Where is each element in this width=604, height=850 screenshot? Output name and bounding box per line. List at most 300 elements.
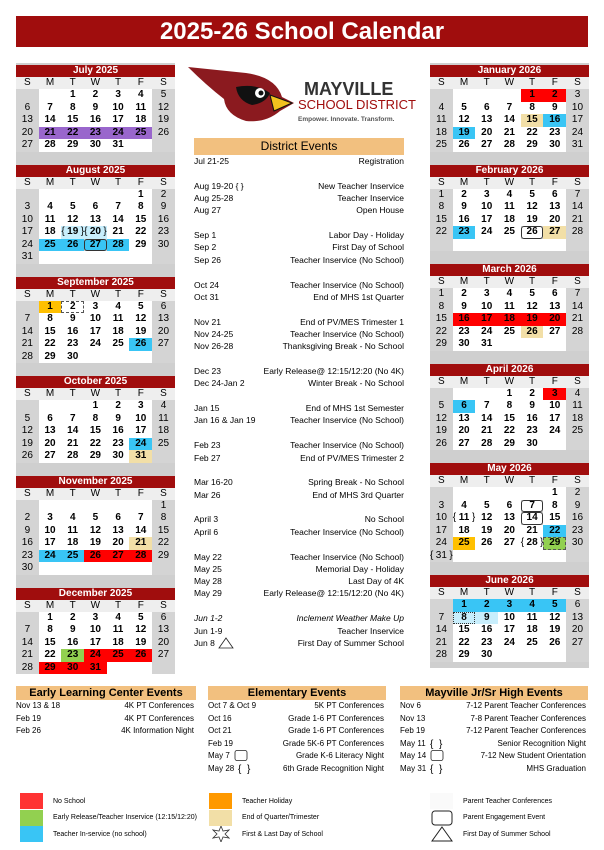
- weekday-header: W: [84, 388, 107, 400]
- day-cell: 2: [152, 189, 175, 202]
- month-title: March 2026: [430, 264, 589, 276]
- day-cell: 14: [566, 201, 589, 214]
- highschool-events: [400, 686, 588, 775]
- day-cell: 1: [39, 301, 62, 314]
- day-cell: 31: [566, 139, 589, 152]
- day-cell: 14: [566, 301, 589, 314]
- month-title: July 2025: [16, 65, 175, 77]
- swatch-green: [20, 810, 43, 826]
- legend-no-school: [20, 793, 197, 810]
- event-label: Thanksgiving Break - No School: [282, 341, 404, 352]
- day-cell: 28: [16, 351, 39, 364]
- empty-cell: [129, 251, 152, 264]
- day-cell: 1: [543, 487, 566, 500]
- empty-cell: [129, 500, 152, 513]
- event-date: Mar 26: [194, 489, 221, 500]
- weekday-header: F: [543, 77, 566, 89]
- month-calendar: [430, 65, 589, 152]
- day-cell: 8: [543, 500, 566, 513]
- day-cell: 11: [39, 214, 62, 227]
- weekday-header: F: [129, 77, 152, 89]
- elementary-events: [208, 686, 386, 775]
- weekday-header: S: [430, 475, 453, 487]
- day-cell: 2: [475, 599, 498, 612]
- weekday-header: T: [475, 77, 498, 89]
- day-cell: 21: [498, 127, 521, 140]
- day-cell: 5: [152, 89, 175, 102]
- day-cell: 29: [521, 139, 544, 152]
- day-cell: 2: [453, 189, 476, 202]
- day-cell: 16: [521, 413, 544, 426]
- day-cell: 23: [61, 338, 84, 351]
- month-grid: [16, 488, 175, 575]
- event-row: [194, 625, 404, 637]
- day-cell: 5: [84, 512, 107, 525]
- day-cell: 26: [152, 127, 175, 140]
- event-date: Dec 23: [194, 366, 221, 377]
- month-title: November 2025: [16, 476, 175, 488]
- day-cell: 7: [475, 400, 498, 413]
- empty-cell: [61, 400, 84, 413]
- legend-teacher-holiday: [209, 793, 323, 810]
- day-cell: 2: [16, 512, 39, 525]
- day-cell: 6: [152, 301, 175, 314]
- day-cell: 29: [39, 662, 62, 675]
- day-cell: 15: [543, 512, 566, 525]
- day-cell: 23: [107, 438, 130, 451]
- day-cell: 27: [498, 537, 521, 550]
- day-cell: 21: [566, 313, 589, 326]
- day-cell: 28: [498, 139, 521, 152]
- day-cell: 1: [39, 612, 62, 625]
- empty-cell: [39, 251, 62, 264]
- month-title: June 2026: [430, 575, 589, 587]
- legend-teacher-inservice: [20, 826, 197, 843]
- weekday-header: M: [39, 600, 62, 612]
- event-label: Teacher Inservice: [337, 625, 404, 636]
- weekday-header: T: [475, 177, 498, 189]
- month-grid: [430, 276, 589, 351]
- elc-events: [16, 686, 196, 738]
- weekday-header: W: [84, 488, 107, 500]
- day-cell: { 11 }: [453, 512, 476, 525]
- day-cell: 8: [521, 102, 544, 115]
- event-label: Teacher Inservice (No School): [290, 551, 404, 562]
- day-cell: 17: [129, 425, 152, 438]
- event-row: [194, 612, 404, 624]
- day-cell: 15: [521, 114, 544, 127]
- weekday-header: S: [430, 376, 453, 388]
- day-cell: 13: [475, 114, 498, 127]
- month-calendar: [16, 376, 175, 463]
- event-row: [208, 700, 386, 713]
- day-cell: 23: [84, 127, 107, 140]
- day-cell: 15: [39, 637, 62, 650]
- day-cell: 25: [39, 239, 62, 252]
- day-cell: 9: [453, 301, 476, 314]
- day-cell: 18: [430, 127, 453, 140]
- day-cell: 10: [543, 400, 566, 413]
- weekday-header: S: [152, 488, 175, 500]
- spacer: [194, 427, 404, 440]
- weekday-header: F: [543, 177, 566, 189]
- day-cell: 7: [521, 500, 544, 513]
- event-row: [194, 551, 404, 563]
- brace-icon: [430, 738, 444, 751]
- empty-cell: [566, 239, 589, 252]
- month-calendar: [430, 575, 589, 662]
- empty-cell: [430, 388, 453, 401]
- event-date: Sep 26: [194, 254, 221, 265]
- month-grid: [430, 376, 589, 451]
- event-date: May 14: [400, 751, 427, 760]
- event-label: End of PV/MES Trimester 2: [300, 452, 404, 463]
- day-cell: 30: [475, 649, 498, 662]
- empty-cell: [84, 251, 107, 264]
- day-cell: 15: [453, 624, 476, 637]
- day-cell: 6: [566, 599, 589, 612]
- day-cell: 18: [152, 425, 175, 438]
- day-cell: 11: [129, 102, 152, 115]
- event-row: [194, 229, 404, 241]
- event-row: [400, 725, 588, 738]
- month-calendar: [16, 65, 175, 152]
- legend-label: Early Release/Teacher Inservice (12:15/12:20): [53, 814, 197, 822]
- day-cell: 6: [543, 189, 566, 202]
- weekday-header: S: [566, 376, 589, 388]
- weekday-header: T: [521, 587, 544, 599]
- svg-text:{: {: [238, 763, 242, 774]
- spacer: [194, 353, 404, 366]
- weekday-header: F: [543, 276, 566, 288]
- day-cell: 14: [430, 624, 453, 637]
- day-cell: 13: [498, 512, 521, 525]
- spacer: [194, 390, 404, 403]
- day-cell: 9: [107, 413, 130, 426]
- event-date: May 28: [208, 763, 235, 773]
- event-date: Aug 19-20 { }: [194, 180, 244, 191]
- day-cell: 10: [129, 413, 152, 426]
- weekday-header: W: [498, 376, 521, 388]
- event-row: [400, 700, 588, 713]
- legend-end-quarter: [209, 810, 323, 827]
- weekday-header: S: [16, 388, 39, 400]
- day-cell: 27: [453, 438, 476, 451]
- weekday-header: T: [475, 587, 498, 599]
- event-date: May 25: [194, 563, 222, 574]
- logo-tagline: Empower. Innovate. Transform.: [298, 116, 395, 123]
- empty-cell: [453, 550, 476, 563]
- day-cell: 19: [430, 425, 453, 438]
- day-cell: 26: [129, 338, 152, 351]
- day-cell: 12: [129, 313, 152, 326]
- day-cell: 24: [107, 127, 130, 140]
- day-cell: 20: [543, 214, 566, 227]
- event-date: Sep 2: [194, 242, 217, 253]
- day-cell: { 20 }: [84, 226, 107, 239]
- day-cell: 10: [430, 512, 453, 525]
- weekday-header: F: [129, 177, 152, 189]
- event-label: End of MHS 1st Semester: [305, 403, 404, 414]
- day-cell: 8: [453, 612, 476, 625]
- day-cell: 13: [16, 114, 39, 127]
- event-date: Nov 13: [400, 713, 426, 723]
- weekday-header: M: [453, 276, 476, 288]
- day-cell: 26: [453, 139, 476, 152]
- day-cell: 23: [453, 326, 476, 339]
- svg-text:{: {: [430, 763, 434, 774]
- day-cell: 8: [430, 201, 453, 214]
- event-label: First Day of Summer School: [297, 637, 404, 648]
- event-row: [16, 725, 196, 738]
- day-cell: 11: [566, 400, 589, 413]
- event-date: Oct 16: [208, 713, 232, 723]
- day-cell: 4: [152, 400, 175, 413]
- day-cell: 27: [475, 139, 498, 152]
- month-grid: [16, 289, 175, 364]
- day-cell: 21: [430, 637, 453, 650]
- day-cell: 20: [152, 637, 175, 650]
- day-cell: 20: [543, 313, 566, 326]
- day-cell: 25: [498, 226, 521, 239]
- day-cell: 3: [475, 189, 498, 202]
- rounded-box-icon: [430, 810, 453, 826]
- day-cell: 27: [84, 239, 107, 252]
- day-cell: 19: [475, 525, 498, 538]
- day-cell: 23: [152, 226, 175, 239]
- weekday-header: T: [107, 77, 130, 89]
- day-cell: 13: [566, 612, 589, 625]
- event-row: [208, 725, 386, 738]
- day-cell: 6: [84, 201, 107, 214]
- day-cell: 15: [61, 114, 84, 127]
- event-label: Teacher Inservice (No School): [290, 254, 404, 265]
- day-cell: 13: [453, 413, 476, 426]
- day-cell: 29: [543, 537, 566, 550]
- day-cell: 5: [430, 400, 453, 413]
- event-row: [194, 291, 404, 303]
- day-cell: 9: [521, 400, 544, 413]
- day-cell: 30: [521, 438, 544, 451]
- event-row: [194, 241, 404, 253]
- day-cell: 2: [543, 89, 566, 102]
- empty-cell: [521, 338, 544, 351]
- legend-label: First Day of Summer School: [463, 830, 551, 838]
- empty-cell: [16, 400, 39, 413]
- day-cell: 23: [16, 550, 39, 563]
- day-cell: 25: [107, 649, 130, 662]
- day-cell: 22: [430, 226, 453, 239]
- day-cell: 16: [475, 624, 498, 637]
- day-cell: 22: [498, 425, 521, 438]
- day-cell: 7: [566, 189, 589, 202]
- elc-heading: Early Learning Center Events: [16, 686, 196, 700]
- rounded-box-icon: [234, 750, 248, 763]
- day-cell: 27: [16, 139, 39, 152]
- event-label: 4K PT Conferences: [124, 713, 194, 723]
- event-label: 7-12 Parent Teacher Conferences: [466, 726, 586, 735]
- day-cell: 22: [129, 226, 152, 239]
- event-label: Registration: [358, 156, 404, 166]
- day-cell: 16: [152, 214, 175, 227]
- event-date: Oct 21: [208, 726, 232, 735]
- day-cell: 8: [61, 102, 84, 115]
- month-calendar: [430, 264, 589, 351]
- day-cell: 18: [521, 624, 544, 637]
- event-row: [194, 328, 404, 340]
- day-cell: 4: [430, 102, 453, 115]
- day-cell: 25: [152, 438, 175, 451]
- weekday-header: S: [16, 600, 39, 612]
- day-cell: 26: [16, 450, 39, 463]
- month-title: January 2026: [430, 65, 589, 77]
- event-date: Nov 6: [400, 701, 421, 710]
- day-cell: 25: [521, 637, 544, 650]
- weekday-header: S: [152, 177, 175, 189]
- empty-cell: [566, 550, 589, 563]
- month-calendar: [16, 476, 175, 575]
- day-cell: 20: [566, 624, 589, 637]
- day-cell: 18: [453, 525, 476, 538]
- day-cell: 21: [16, 649, 39, 662]
- day-cell: 5: [475, 500, 498, 513]
- empty-cell: [107, 500, 130, 513]
- event-row: [208, 763, 386, 776]
- day-cell: 3: [84, 301, 107, 314]
- day-cell: 8: [430, 301, 453, 314]
- empty-cell: [84, 500, 107, 513]
- empty-cell: [498, 89, 521, 102]
- weekday-header: M: [39, 77, 62, 89]
- weekday-header: M: [453, 587, 476, 599]
- weekday-header: T: [521, 177, 544, 189]
- day-cell: 16: [566, 512, 589, 525]
- brace-icon: [430, 763, 444, 776]
- elementary-heading: Elementary Events: [208, 686, 386, 700]
- day-cell: 31: [107, 139, 130, 152]
- event-date: Feb 19: [208, 738, 233, 748]
- day-cell: 17: [475, 214, 498, 227]
- day-cell: 14: [498, 114, 521, 127]
- weekday-header: S: [566, 587, 589, 599]
- day-cell: 4: [61, 512, 84, 525]
- day-cell: 18: [61, 537, 84, 550]
- event-date: May 7: [208, 751, 230, 760]
- event-row: [194, 155, 404, 167]
- day-cell: 12: [152, 102, 175, 115]
- day-cell: 4: [498, 288, 521, 301]
- weekday-header: S: [152, 77, 175, 89]
- month-grid: [430, 177, 589, 252]
- day-cell: 14: [521, 512, 544, 525]
- day-cell: 10: [107, 102, 130, 115]
- day-cell: 26: [521, 326, 544, 339]
- event-label: 7-8 Parent Teacher Conferences: [470, 713, 586, 723]
- event-row: [194, 414, 404, 426]
- day-cell: 5: [521, 288, 544, 301]
- event-label: 5K PT Conferences: [314, 701, 384, 710]
- day-cell: 27: [152, 649, 175, 662]
- event-date: Feb 19: [16, 713, 41, 723]
- day-cell: 16: [453, 313, 476, 326]
- day-cell: 6: [475, 102, 498, 115]
- weekday-header: S: [152, 289, 175, 301]
- day-cell: 1: [521, 89, 544, 102]
- event-date: Dec 24-Jan 2: [194, 378, 245, 389]
- day-cell: 5: [453, 102, 476, 115]
- day-cell: 3: [16, 201, 39, 214]
- day-cell: 18: [107, 326, 130, 339]
- event-date: Jun 1-2: [194, 613, 223, 624]
- legend-group-3: [430, 793, 552, 843]
- event-label: Memorial Day - Holiday: [315, 563, 404, 574]
- spacer: [194, 217, 404, 230]
- day-cell: 14: [475, 413, 498, 426]
- day-cell: 25: [453, 537, 476, 550]
- event-row: [194, 476, 404, 488]
- day-cell: 23: [521, 425, 544, 438]
- day-cell: 16: [543, 114, 566, 127]
- day-cell: 20: [453, 425, 476, 438]
- day-cell: 20: [498, 525, 521, 538]
- day-cell: 26: [521, 226, 544, 239]
- weekday-header: S: [430, 177, 453, 189]
- swatch-blue: [20, 826, 43, 842]
- event-row: [400, 750, 588, 763]
- weekday-header: M: [453, 475, 476, 487]
- event-label: 6th Grade Recognition Night: [283, 763, 384, 773]
- day-cell: 21: [39, 127, 62, 140]
- event-label: Teacher Inservice (No School): [290, 526, 404, 537]
- day-cell: 18: [129, 114, 152, 127]
- empty-cell: [498, 550, 521, 563]
- day-cell: 6: [39, 413, 62, 426]
- event-date: Jan 15: [194, 403, 220, 414]
- day-cell: 13: [107, 525, 130, 538]
- month-grid: [430, 77, 589, 152]
- day-cell: 29: [430, 338, 453, 351]
- star-icon: [209, 826, 232, 842]
- spacer: [194, 303, 404, 316]
- event-date: Sep 1: [194, 230, 217, 241]
- event-label: 4K PT Conferences: [124, 701, 194, 710]
- weekday-header: T: [107, 488, 130, 500]
- event-row: [400, 738, 588, 751]
- event-row: [194, 489, 404, 501]
- legend-group-1: [20, 793, 197, 843]
- day-cell: 12: [521, 201, 544, 214]
- day-cell: 30: [453, 338, 476, 351]
- day-cell: 10: [475, 301, 498, 314]
- event-row: [194, 575, 404, 587]
- empty-cell: [430, 89, 453, 102]
- svg-text:}: }: [438, 738, 442, 749]
- legend-label: No School: [53, 797, 86, 805]
- day-cell: 17: [16, 226, 39, 239]
- month-calendar: [430, 463, 589, 562]
- day-cell: 7: [39, 102, 62, 115]
- legend-fdss: [430, 826, 552, 843]
- event-row: [194, 365, 404, 377]
- month-title: December 2025: [16, 588, 175, 600]
- day-cell: 27: [566, 637, 589, 650]
- day-cell: 10: [566, 102, 589, 115]
- legend-label: Teacher Holiday: [242, 797, 293, 805]
- empty-cell: [107, 189, 130, 202]
- day-cell: 1: [453, 599, 476, 612]
- event-row: [194, 439, 404, 451]
- weekday-header: T: [61, 388, 84, 400]
